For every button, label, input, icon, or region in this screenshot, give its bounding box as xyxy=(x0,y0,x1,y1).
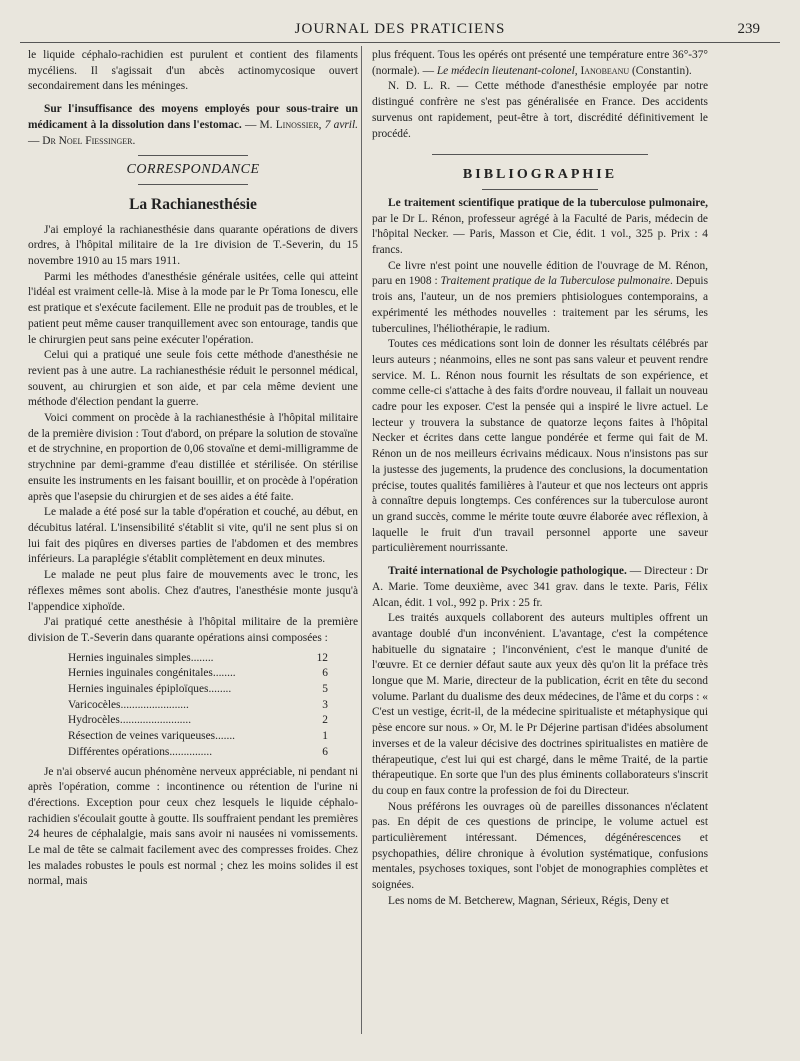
dot-leader: ......................... xyxy=(119,714,192,727)
operation-label: Hernies inguinales simples xyxy=(68,651,191,664)
operation-count: 12 xyxy=(316,651,328,664)
reference-title: Sur l'insuffisance des moyens employés pour sous-traire un médicament à la dissolution dans l'estomac. xyxy=(28,103,358,131)
dot-leader: ........................ xyxy=(120,698,189,711)
journal-title: JOURNAL DES PRATICIENS xyxy=(294,21,506,37)
operation-label: Varicocèles xyxy=(68,698,121,711)
separator-rule xyxy=(482,189,598,190)
book-entry xyxy=(372,196,708,259)
review-paragraph: Toutes ces médications sont loin de donner les résultats célébrés par leurs auteurs ; néanmoins, elles ne sont pas sans valeur et peuvent rendre service. M. L. Rénon nous fournit les résultats de son expérience, et comme celle-ci s'attache à des faits d'ordre nouveau, il fallait un nouveau cadre pour les exposer. C'est la pensée qui a inspiré le livre actuel. Le lecteur y trouvera la substance de quatorze leçons faites à l'hôpital Necker et écrites dans cette langue pondérée et ferme qui fait de M. Rénon un de nos meilleurs écrivains médicaux. Nous n'insistons pas sur la justesse des jugements, la prudence des conclusions, la documentation précise, toutes qualités familières à l'auteur et que nos lecteurs ont appris à connaître depuis longtemps. Ces conférences sur la tuberculose auront un grand succès, comme le mérite toute œuvre élaborée avec réflexion, à laquelle le fruit d'un travail personnel apporte une saveur particulièrement nourrissante. xyxy=(372,338,708,555)
page-header xyxy=(20,20,780,43)
separator-rule xyxy=(432,154,648,155)
right-column xyxy=(372,48,708,910)
article-paragraph: J'ai employé la rachianesthésie dans quarante opérations de divers ordres, à l'hôpital militaire de la 1re division de T.-Severin, du 15 novembre 1910 au 15 mars 1911. xyxy=(28,223,358,268)
table-row xyxy=(68,682,328,698)
intro-paragraph: le liquide céphalo-rachidien est purulent et contient des filaments mycéliens. Il s'agissait d'un abcès actinomycosique ouvert secondairement dans les méninges. xyxy=(28,49,358,93)
table-row xyxy=(68,651,328,667)
dot-leader: ........ xyxy=(190,651,214,664)
book-entry xyxy=(372,564,708,611)
bibliography-heading: BIBLIOGRAPHIE xyxy=(462,167,618,183)
operation-count: 3 xyxy=(322,698,328,711)
reference-signature: — Dr Noel Fiessinger. xyxy=(28,134,136,147)
review-paragraph: Les traités auxquels collaborent des auteurs multiples offrent un avantage doublé d'un inconvénient. L'avantage, c'est la compétence habituelle du signataire ; l'inconvénient, c'est le manque d'unité de l'œuvre. Et ce dernier défaut saute aux yeux dès qu'on lit la préface très longue que M. Marie, directeur de la publication, écrit en tête du second volume. Parlant du dualisme des deux médecines, de l'âme et du corps : « C'est un vestige, écrit-il, de la médecine spiritualiste et métaphysique qui pèse encore sur nous. » Or, M. le Pr Déjerine partisan d'idées absolument inverses et de la valeur décisive des doctrines spiritualistes en matière de thérapeutique, c'est lui qui est chargé, dans le même Traité, de la partie thérapeutique. En sorte que l'un des plus éminents collaborateurs s'inscrit du coup en faux contre la profession de foi du Directeur. xyxy=(372,612,708,797)
signature-firstname: (Constantin). xyxy=(629,64,692,77)
dot-leader: ........ xyxy=(208,683,232,696)
article-paragraph: Je n'ai observé aucun phénomène nerveux appréciable, ni pendant ni après l'opération, comme : incontinence ou rétention de l'urine ni d'érections. Exception pour ceux chez lesquels le liquide céphalo-rachidien s'écoulait goutte à goutte. Ils souffraient pendant les premières 24 heures de céphalalgie, mais sans avoir ni nausées ni vomissements. Le mal de tête se calmait facilement avec des compresses froides. Chez les malades robustes le pouls est normal ; chez les moins solides il est normal, mais xyxy=(28,765,358,888)
operation-label: Hernies inguinales congénitales xyxy=(68,667,213,680)
book-title: Le traitement scientifique pratique de la tuberculose pulmonaire, xyxy=(388,196,708,209)
article-paragraph: Le malade a été posé sur la table d'opération et couché, au début, en décubitus latéral. L'insensibilité s'établit si vite, qu'il ne sent plus si on lui fait des piqûres en diverses parties de l'abdomen et des membres inférieurs. La paraplégie s'établit complètement en deux minutes. xyxy=(28,506,358,566)
operation-label: Hydrocèles xyxy=(68,714,120,727)
operation-count: 1 xyxy=(322,730,328,743)
book-reference: — Directeur : Dr A. Marie. Tome deuxième, avec 341 grav. dans le texte. Paris, Félix Alcan, édit. 1 vol., 992 p. Prix : 25 fr. xyxy=(372,565,708,609)
review-paragraph: Les noms de M. Betcherew, Magnan, Sérieux, Régis, Deny et xyxy=(388,894,669,907)
section-heading: CORRESPONDANCE xyxy=(126,162,260,178)
table-row xyxy=(68,713,328,729)
reference-date: 7 avril. xyxy=(321,118,358,131)
table-row xyxy=(68,745,328,761)
review-paragraph xyxy=(372,259,708,338)
article-paragraph: Voici comment on procède à la rachianesthésie à l'hôpital militaire de la première division : Tout d'abord, on prépare la solution de stovaïne et de strychnine, en proportion de 0,06 stovaïne et demi-milligramme de strychnine par demi-gramme d'eau distillée et stérilisée. On stérilise ensuite les instruments en les faisant bouillir, et on procède à l'opération après que l'asepsie du chirurgien et de ses aides a été faite. xyxy=(28,412,358,503)
table-row xyxy=(68,729,328,745)
article-paragraph: Celui qui a pratiqué une seule fois cette méthode d'anesthésie ne revient pas à une autre. La rachianesthésie réduit le personnel médical, souvent, au chirurgien et son aide, et par cela même devient une méthode d'élection pendant la guerre. xyxy=(28,349,358,409)
review-text: . Depuis trois ans, l'auteur, un de nos premiers phtisiologues contemporains, a expérimenté les méthodes nouvelles : traitement par les sérums, les tuberculines, l'héliothérapie, le radium. xyxy=(372,275,709,335)
continuation-paragraph xyxy=(372,48,708,79)
signature-rank: Le médecin lieutenant-colonel, xyxy=(434,64,578,77)
reference-author: M. Linossier, xyxy=(259,118,322,131)
left-column xyxy=(28,48,358,890)
book-reference: par le Dr L. Rénon, professeur agrégé à la Faculté de Paris, médecin de l'hôpital Necker. — Paris, Masson et Cie, édit. 1 vol., 325 p. Prix : 4 francs. xyxy=(372,212,708,257)
book-title: Traité international de Psychologie pathologique. xyxy=(388,565,627,578)
article-paragraph: Le malade ne peut plus faire de mouvements avec le tronc, les réflexes mêmes sont abolis. Chez d'autres, l'anesthésie monte jusqu'à l'appendice xiphoïde. xyxy=(28,569,358,613)
table-row xyxy=(68,666,328,682)
dot-leader: ....... xyxy=(215,730,236,743)
cited-title: Traitement pratique de la Tuberculose pulmonaire xyxy=(440,275,670,288)
table-row xyxy=(68,698,328,714)
operations-table xyxy=(68,651,328,761)
separator-rule xyxy=(138,155,248,156)
operation-count: 6 xyxy=(322,745,328,758)
signature-name: Ianobeanu xyxy=(577,64,630,77)
article-paragraph: Parmi les méthodes d'anesthésie générale usitées, celle qui atteint l'idéal est vraiment celle-là. Mise à la mode par le Pr Toma Ionescu, elle est pratique et s'exécute facilement. Elle ne produit pas de troubles, et le patient peut même causer tranquillement avec son entourage, tandis que le chirurgien peut sans peine exécuter l'opération. xyxy=(28,270,358,346)
page-number: 239 xyxy=(737,21,760,37)
dot-leader: ........ xyxy=(212,667,236,680)
operation-label: Différentes opérations xyxy=(68,745,170,758)
operation-count: 5 xyxy=(322,683,328,696)
review-text: Ce livre n'est point une nouvelle édition de l'ouvrage de M. Rénon, paru en 1908 : xyxy=(372,259,708,288)
dot-leader: ............... xyxy=(169,745,213,758)
operation-label: Résection de veines variqueuses xyxy=(68,730,216,743)
continuation-text: plus fréquent. Tous les opérés ont présenté une température entre 36°-37° (normale). — xyxy=(372,49,708,77)
operation-label: Hernies inguinales épiploïques xyxy=(68,683,209,696)
operation-count: 2 xyxy=(322,714,328,727)
review-paragraph: Nous préférons les ouvrages où de pareilles dissonances n'éclatent pas. En dépit de ces questions de principe, le volume actuel est particulièrement intéressant. Démences, dégénérescences et psychopathies, délire chronique à évolution systématique, confusions mentales, psychoses toxiques, sont l'objet de monographies complètes et soignées. xyxy=(372,800,708,892)
column-divider xyxy=(361,46,362,1034)
article-paragraph: J'ai pratiqué cette anesthésie à l'hôpital militaire de la première division de T.-Severin dans quarante opérations ainsi composées : xyxy=(28,616,358,644)
operation-count: 6 xyxy=(322,667,328,680)
reference-dash: — xyxy=(241,118,260,131)
article-title: La Rachianesthésie xyxy=(129,195,257,213)
editor-note: N. D. L. R. — Cette méthode d'anesthésie employée par notre distingué confrère ne s'est pas généralisée en France. Des accidents survenus ont rapidement, peut-être à tort, discrédité définitivement le procédé. xyxy=(372,80,708,140)
separator-rule xyxy=(138,184,248,185)
reference-entry xyxy=(28,102,358,149)
